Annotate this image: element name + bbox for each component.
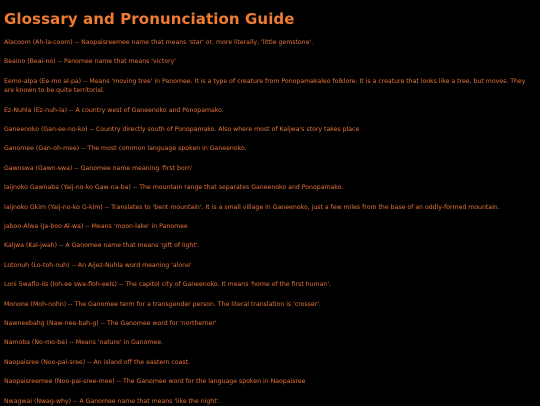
glossary-entry-alacoom: Alacoom (Ah-la-coom) -- Naopaisreemee name that means 'star' or, more literally, 'little gemstone'. [4,39,314,46]
glossary-entry-iaijnoko-gkim: Iaijnoko Gkim (Yaij-no-ko G-kim) -- Translates to 'bent mountain'. It is a small village in Ganeenoko, just a few miles from the base of an oddly-formed mountain. [4,203,500,211]
glossary-entry-ez-nuhla: Ez-Nuhla (Ez-nuh-la) -- A country west of Ganeenoko and Ponopamako. [4,106,224,114]
glossary-entry-monone: Monone (Moh-nohn) -- The Ganomee term for a transgender person. The literal translation is 'crosser'. [4,300,321,308]
glossary-entry-beaino: Beaino (Beai-no) -- Panomee name that means 'victory' [4,58,176,66]
glossary-entry-jaboo-alwa: Jaboo-Alwa (Ja-boo Al-wa) -- Means 'moon-lake' in Panomee [4,223,188,231]
glossary-entry-ganeenoko: Ganeenoko (Gan-ee-no-ko) -- Country directly south of Ponopamako. Also where most of Kaljwa's story takes place [4,126,360,134]
glossary-entry-iaijnoko-gawnaba: Iaijnoko Gawnaba (Yaij-no-ko Gaw-na-ba) -- The mountain range that separates Ganeenoko and Ponopamako. [4,184,344,192]
glossary-entry-nawneebahg: Nawneebahg (Naw-nee-bah-g) -- The Ganomee word for 'northerner' [4,319,217,327]
glossary-list [4,38,536,406]
glossary-entry-kaljwa: Kaljwa (Kal-jwah) -- A Ganomee name that means 'gift of light'. [4,242,200,250]
glossary-entry-nwagwai: Nwagwai (Nwag-why) -- A Ganomee name that means 'like the night'. [4,397,221,405]
glossary-entry-lotonuh: Lotonuh (Lo-toh-nuh) -- An Aijez-Nuhla word meaning 'alone' [4,261,192,269]
glossary-entry-namoba: Namoba (No-mo-ba) -- Means 'nature' in Ganomee. [4,339,163,347]
glossary-entry-ganomee: Ganomee (Gan-oh-mee) -- The most common language spoken in Ganeenoko. [4,145,247,153]
glossary-entry-naopaisreemee: Naopaisreemee (Noo-pai-sree-mee) -- The Ganomee word for the language spoken in Naopaisree [4,378,306,386]
glossary-entry-naopaisree: Naopaisree (Noo-pai-sree) -- An island off the eastern coast. [4,358,191,366]
glossary-entry-eemo-alpa: Eemo-alpa (Ee-mo al-pa) -- Means 'moving tree' in Panomee. It is a type of creature from Ponopamakaleo folklore. It is a creature that looks like a tree, but moves. They are known to be quite territorial. [4,77,526,95]
page-title: Glossary and Pronunciation Guide [4,10,295,28]
glossary-entry-gawnswa: Gawnswa (Gawn-swa) -- Ganomee name meaning 'first born' [4,164,193,172]
glossary-entry-loni-swaflo-ils: Loni Swaflo-ils (loh-ee swa-floh-eels) -- The capitol city of Ganeenoko. It means 'home of the first human'. [4,281,331,289]
